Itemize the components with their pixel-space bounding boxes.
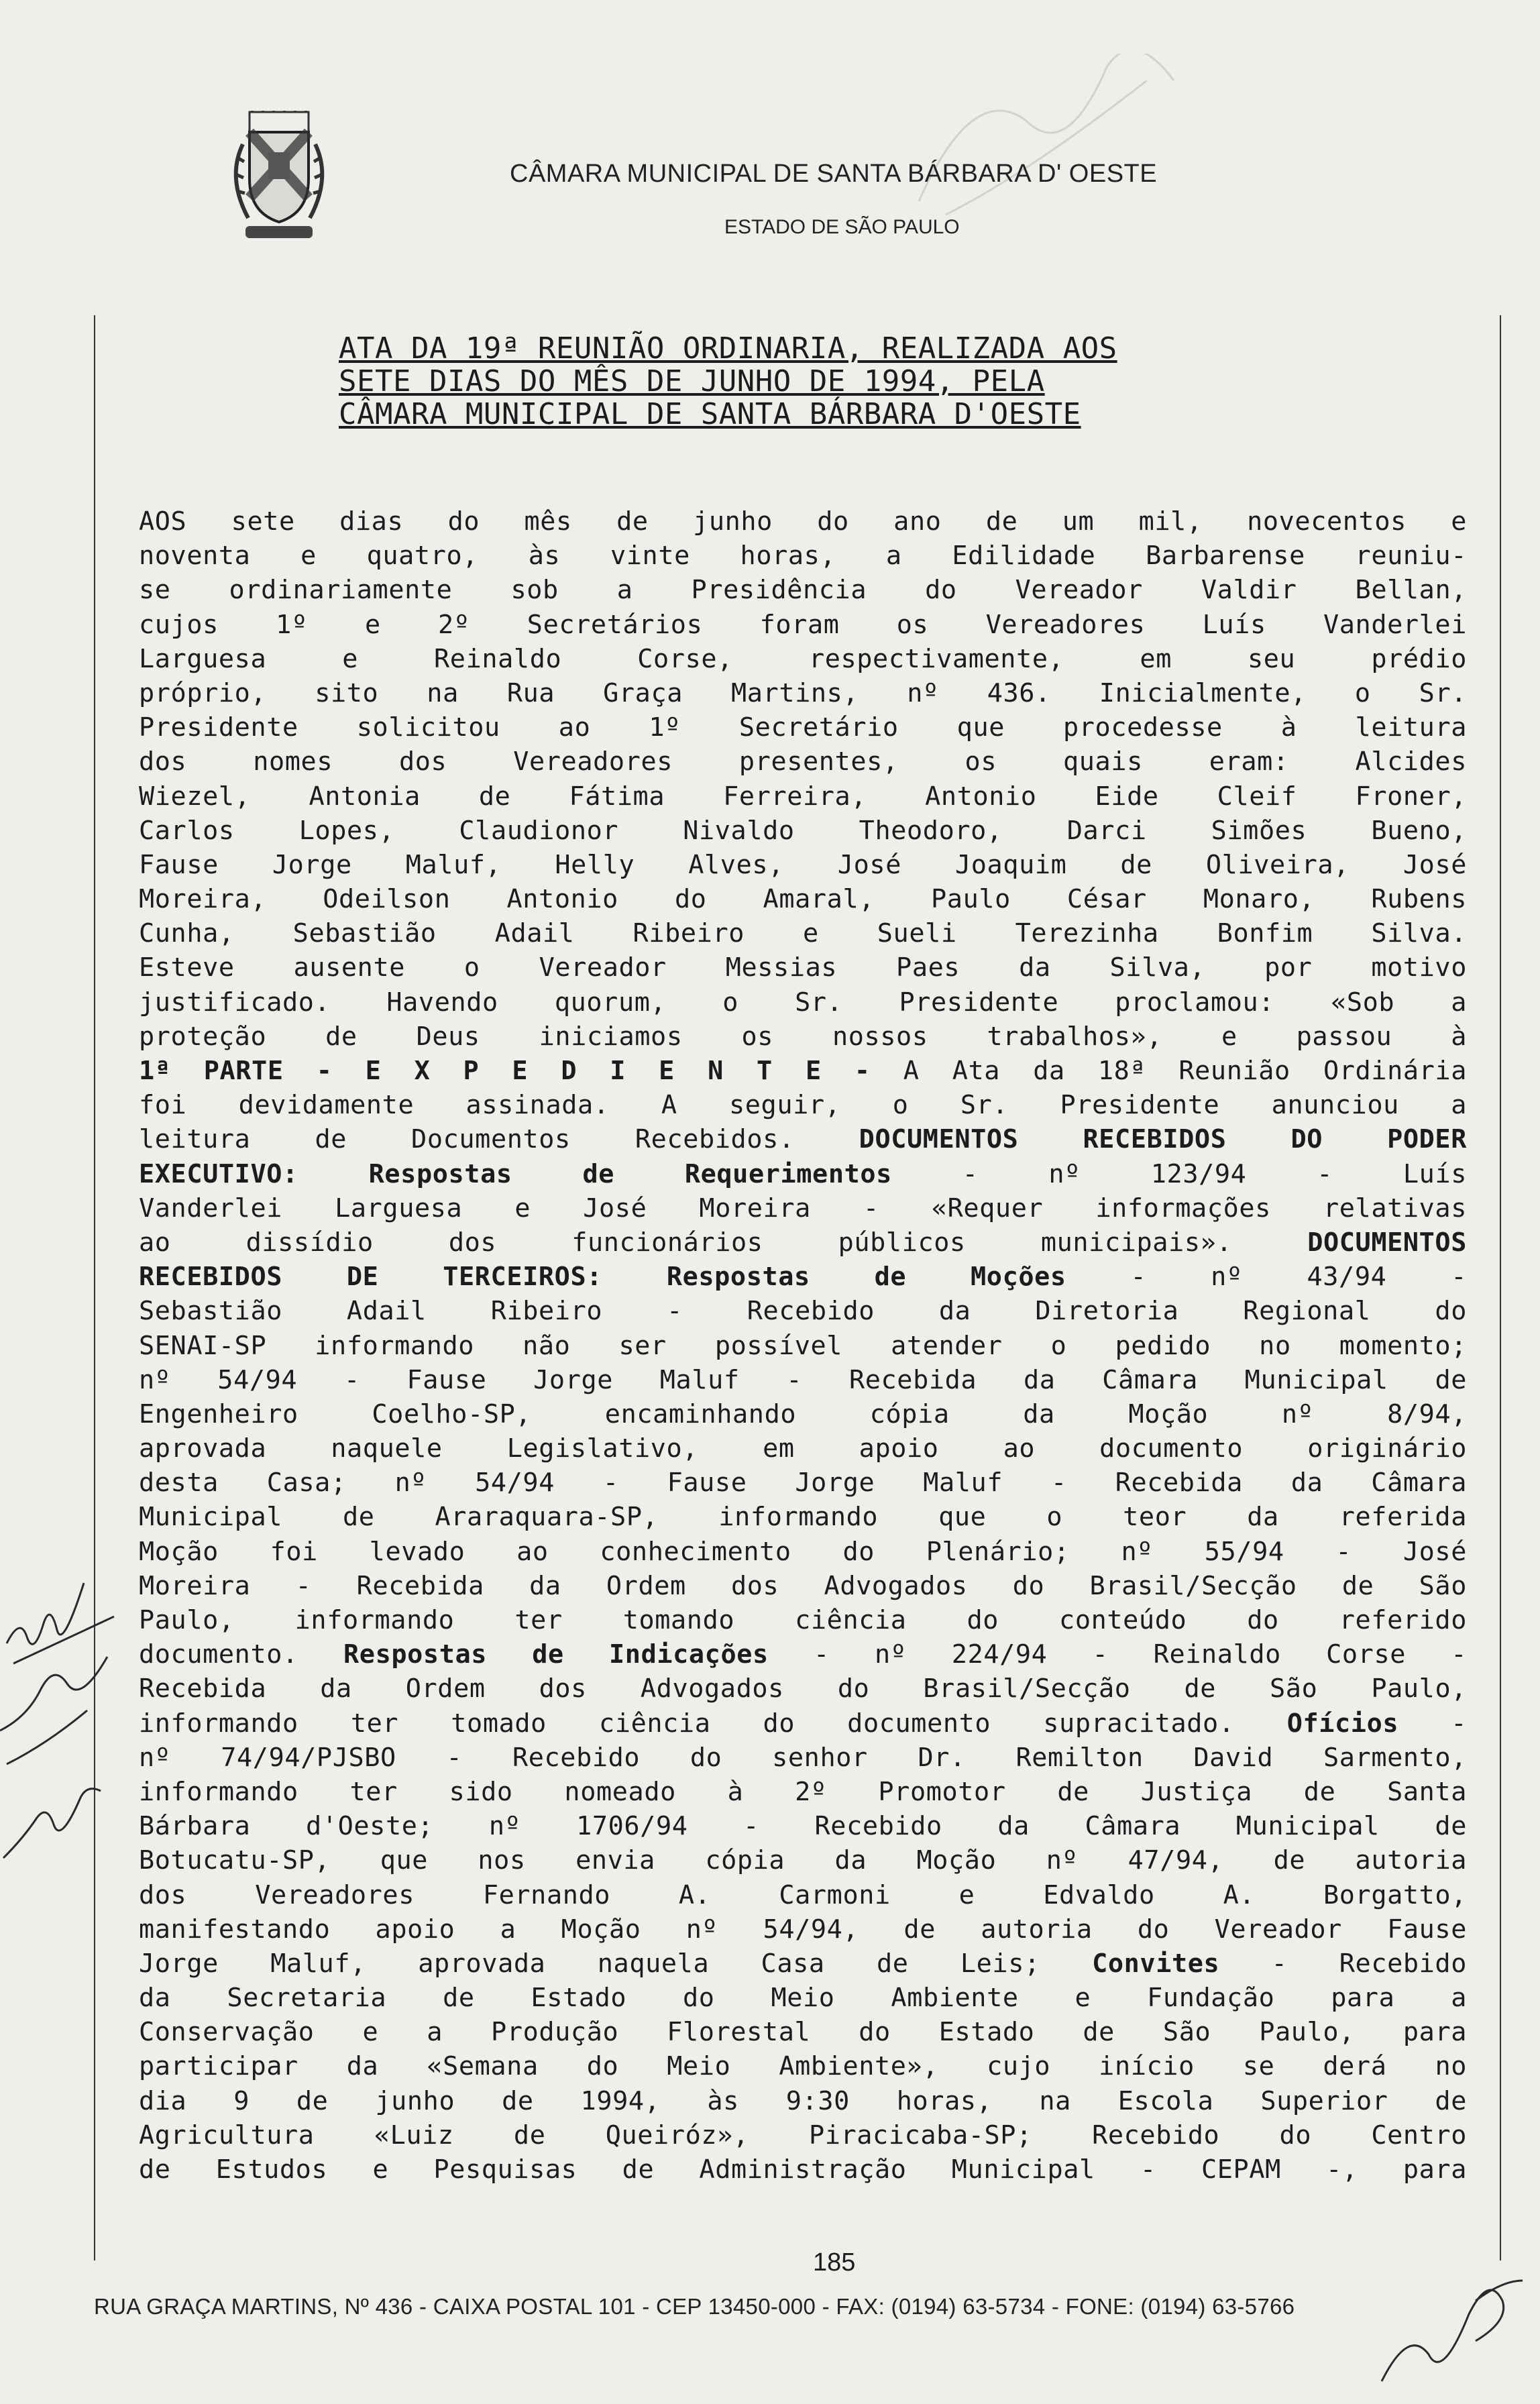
body-line: de Estudos e Pesquisas de Administração Municipal - CEPAM -, para: [139, 2154, 1467, 2185]
body-line: Jorge Maluf, aprovada naquela Casa de Leis; Convites - Recebido: [139, 1948, 1467, 1979]
body-line: dos nomes dos Vereadores presentes, os quais eram: Alcides: [139, 747, 1467, 777]
body-line: 1ª PARTE - E X P E D I E N T E - A Ata da 18ª Reunião Ordinária: [139, 1056, 1467, 1086]
body-line: Moreira, Odeilson Antonio do Amaral, Paulo César Monaro, Rubens: [139, 884, 1467, 915]
body-line: Esteve ausente o Vereador Messias Paes da Silva, por motivo: [139, 952, 1467, 983]
title-line: ATA DA 19ª REUNIÃO ORDINARIA, REALIZADA AOS: [339, 331, 1117, 366]
body-line: Municipal de Araraquara-SP, informando que o teor da referida: [139, 1502, 1467, 1533]
body-line: próprio, sito na Rua Graça Martins, nº 436. Inicialmente, o Sr.: [139, 677, 1467, 708]
institution-name: CÂMARA MUNICIPAL DE SANTA BÁRBARA D' OESTE: [510, 160, 1158, 188]
body-line: documento. Respostas de Indicações - nº 224/94 - Reinaldo Corse -: [139, 1639, 1467, 1670]
body-line: manifestando apoio a Moção nº 54/94, de autoria do Vereador Fause: [139, 1914, 1467, 1945]
body-line: RECEBIDOS DE TERCEIROS: Respostas de Moções - nº 43/94 -: [139, 1262, 1467, 1293]
body-line: informando ter sido nomeado à 2º Promotor de Justiça de Santa: [139, 1776, 1467, 1807]
title-line: SETE DIAS DO MÊS DE JUNHO DE 1994, PELA: [339, 364, 1045, 398]
body-line: da Secretaria de Estado do Meio Ambiente e Fundação para a: [139, 1983, 1467, 2014]
body-line: dia 9 de junho de 1994, às 9:30 horas, na Escola Superior de: [139, 2085, 1467, 2116]
body-line: EXECUTIVO: Respostas de Requerimentos - nº 123/94 - Luís: [139, 1158, 1467, 1189]
body-line: Vanderlei Larguesa e José Moreira - «Requer informações relativas: [139, 1193, 1467, 1223]
left-margin-line: [94, 315, 95, 2260]
body-line: cujos 1º e 2º Secretários foram os Vereadores Luís Vanderlei: [139, 609, 1467, 640]
body-line: Botucatu-SP, que nos envia cópia da Moção nº 47/94, de autoria: [139, 1845, 1467, 1876]
body-line: Moção foi levado ao conhecimento do Plenário; nº 55/94 - José: [139, 1536, 1467, 1567]
body-line: leitura de Documentos Recebidos. DOCUMENTOS RECEBIDOS DO PODER: [139, 1124, 1467, 1155]
body-line: Larguesa e Reinaldo Corse, respectivamente, em seu prédio: [139, 643, 1467, 674]
body-line: Conservação e a Produção Florestal do Estado de São Paulo, para: [139, 2017, 1467, 2048]
minutes-title: [339, 332, 1258, 431]
body-line: informando ter tomado ciência do documento supracitado. Ofícios -: [139, 1708, 1467, 1739]
state-name: ESTADO DE SÃO PAULO: [724, 216, 960, 238]
body-line: justificado. Havendo quorum, o Sr. Presidente proclamou: «Sob a: [139, 987, 1467, 1018]
body-line: Carlos Lopes, Claudionor Nivaldo Theodoro, Darci Simões Bueno,: [139, 815, 1467, 846]
body-line: nº 54/94 - Fause Jorge Maluf - Recebida da Câmara Municipal de: [139, 1364, 1467, 1395]
body-line: noventa e quatro, às vinte horas, a Edilidade Barbarense reuniu-: [139, 541, 1467, 571]
right-margin-line: [1500, 315, 1501, 2260]
body-line: Fause Jorge Maluf, Helly Alves, José Joaquim de Oliveira, José: [139, 849, 1467, 880]
body-line: participar da «Semana do Meio Ambiente», cujo início se derá no: [139, 2051, 1467, 2082]
body-line: Engenheiro Coelho-SP, encaminhando cópia da Moção nº 8/94,: [139, 1399, 1467, 1429]
body-line: proteção de Deus iniciamos os nossos trabalhos», e passou à: [139, 1021, 1467, 1052]
body-line: AOS sete dias do mês de junho do ano de um mil, novecentos e: [139, 506, 1467, 537]
body-line: SENAI-SP informando não ser possível atender o pedido no momento;: [139, 1330, 1467, 1361]
bottom-signature: [1368, 2274, 1536, 2401]
body-line: ao dissídio dos funcionários públicos municipais». DOCUMENTOS: [139, 1227, 1467, 1258]
body-line: Presidente solicitou ao 1º Secretário que procedesse à leitura: [139, 712, 1467, 743]
body-line: Moreira - Recebida da Ordem dos Advogados do Brasil/Secção de São: [139, 1570, 1467, 1601]
body-line: se ordinariamente sob a Presidência do Vereador Valdir Bellan,: [139, 575, 1467, 606]
body-line: Cunha, Sebastião Adail Ribeiro e Sueli Terezinha Bonfim Silva.: [139, 918, 1467, 949]
margin-signature-initials: [0, 1563, 127, 1912]
page-number: 185: [813, 2248, 856, 2277]
body-line: dos Vereadores Fernando A. Carmoni e Edvaldo A. Borgatto,: [139, 1879, 1467, 1910]
body-line: Paulo, informando ter tomando ciência do conteúdo do referido: [139, 1605, 1467, 1635]
body-line: Bárbara d'Oeste; nº 1706/94 - Recebido da Câmara Municipal de: [139, 1811, 1467, 1842]
address-footer: RUA GRAÇA MARTINS, Nº 436 - CAIXA POSTAL 101 - CEP 13450-000 - FAX: (0194) 63-5734 - FONE: (0194) 63-5766: [94, 2294, 1295, 2319]
body-line: Agricultura «Luiz de Queiróz», Piracicaba-SP; Recebido do Centro: [139, 2120, 1467, 2150]
title-line: CÂMARA MUNICIPAL DE SANTA BÁRBARA D'OESTE: [339, 397, 1081, 431]
body-line: foi devidamente assinada. A seguir, o Sr. Presidente anunciou a: [139, 1090, 1467, 1121]
body-line: nº 74/94/PJSBO - Recebido do senhor Dr. Remilton David Sarmento,: [139, 1742, 1467, 1773]
body-line: Sebastião Adail Ribeiro - Recebido da Diretoria Regional do: [139, 1296, 1467, 1327]
faint-bleedthrough-signature: [905, 54, 1187, 228]
minutes-body-text: [139, 504, 1467, 2187]
body-line: aprovada naquele Legislativo, em apoio ao documento originário: [139, 1433, 1467, 1464]
body-line: Recebida da Ordem dos Advogados do Brasil/Secção de São Paulo,: [139, 1674, 1467, 1704]
body-line: desta Casa; nº 54/94 - Fause Jorge Maluf - Recebida da Câmara: [139, 1468, 1467, 1498]
body-line: Wiezel, Antonia de Fátima Ferreira, Antonio Eide Cleif Froner,: [139, 781, 1467, 812]
municipal-coat-of-arms-icon: [223, 111, 335, 245]
